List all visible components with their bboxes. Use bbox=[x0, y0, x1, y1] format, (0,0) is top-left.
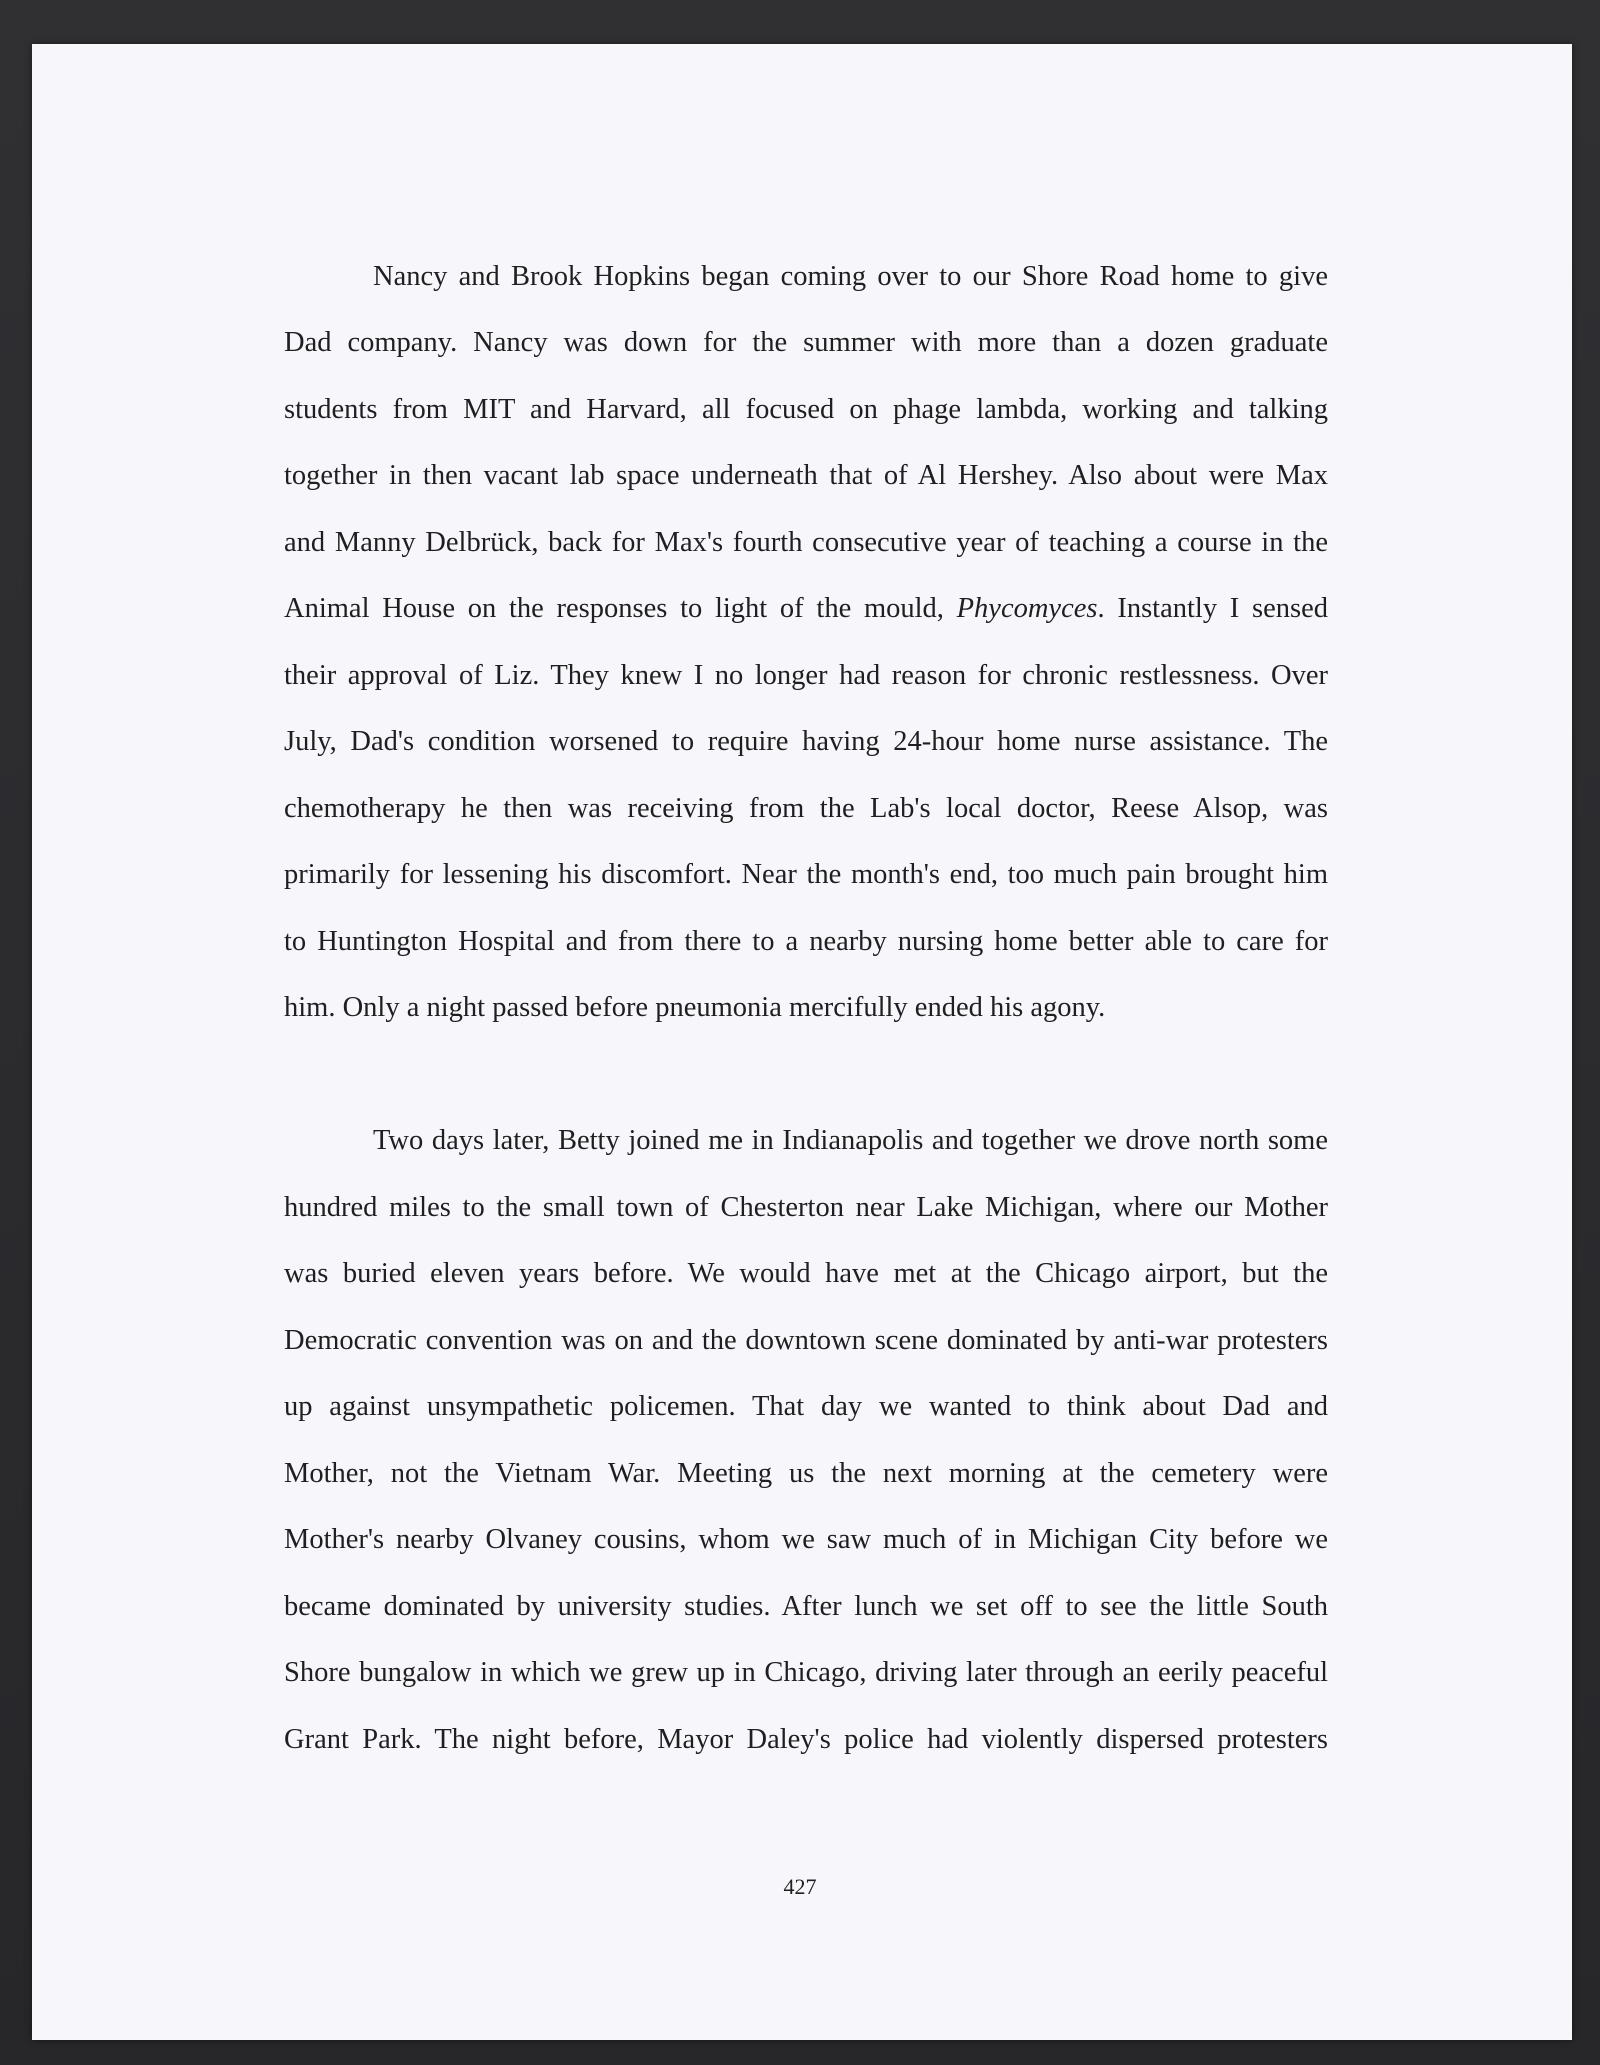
text-line: was buried eleven years before. We would have met at the Chicago airport, but the bbox=[284, 1258, 1328, 1289]
text-line: Nancy and Brook Hopkins began coming over to our Shore Road home to give bbox=[373, 261, 1328, 292]
text-line: and Manny Delbrück, back for Max's fourth consecutive year of teaching a course in the bbox=[284, 527, 1328, 558]
text-line: Mother's nearby Olvaney cousins, whom we saw much of in Michigan City before we bbox=[284, 1524, 1328, 1555]
text-line: up against unsympathetic policemen. That day we wanted to think about Dad and bbox=[284, 1391, 1328, 1422]
text-line: Two days later, Betty joined me in Indianapolis and together we drove north some bbox=[373, 1125, 1328, 1156]
text-line: Mother, not the Vietnam War. Meeting us the next morning at the cemetery were bbox=[284, 1458, 1328, 1489]
text-segment: . Instantly I sensed bbox=[1097, 593, 1328, 624]
text-line: to Huntington Hospital and from there to a nearby nursing home better able to care for bbox=[284, 926, 1328, 957]
text-line: their approval of Liz. They knew I no longer had reason for chronic restlessness. Over bbox=[284, 660, 1328, 691]
text-line: chemotherapy he then was receiving from the Lab's local doctor, Reese Alsop, was bbox=[284, 793, 1328, 824]
text-line bbox=[284, 592, 1328, 626]
text-segment: Animal House on the responses to light of the mould, bbox=[284, 593, 957, 624]
text-line: hundred miles to the small town of Chesterton near Lake Michigan, where our Mother bbox=[284, 1192, 1328, 1223]
text-line: Dad company. Nancy was down for the summer with more than a dozen graduate bbox=[284, 327, 1328, 358]
text-line: became dominated by university studies. After lunch we set off to see the little South bbox=[284, 1591, 1328, 1622]
text-line: him. Only a night passed before pneumonia mercifully ended his agony. bbox=[284, 992, 1106, 1023]
text-line: together in then vacant lab space underneath that of Al Hershey. Also about were Max bbox=[284, 460, 1328, 491]
text-line: Democratic convention was on and the downtown scene dominated by anti-war protesters bbox=[284, 1325, 1328, 1356]
species-name-italic: Phycomyces bbox=[956, 593, 1098, 624]
text-line: students from MIT and Harvard, all focused on phage lambda, working and talking bbox=[284, 394, 1328, 425]
text-line: July, Dad's condition worsened to require having 24-hour home nurse assistance. The bbox=[284, 726, 1328, 757]
text-line: primarily for lessening his discomfort. Near the month's end, too much pain brought him bbox=[284, 859, 1328, 890]
page-number: 427 bbox=[783, 1874, 817, 1899]
text-line: Grant Park. The night before, Mayor Daley's police had violently dispersed protesters bbox=[284, 1724, 1328, 1755]
text-line: Shore bungalow in which we grew up in Chicago, driving later through an eerily peaceful bbox=[284, 1657, 1328, 1688]
